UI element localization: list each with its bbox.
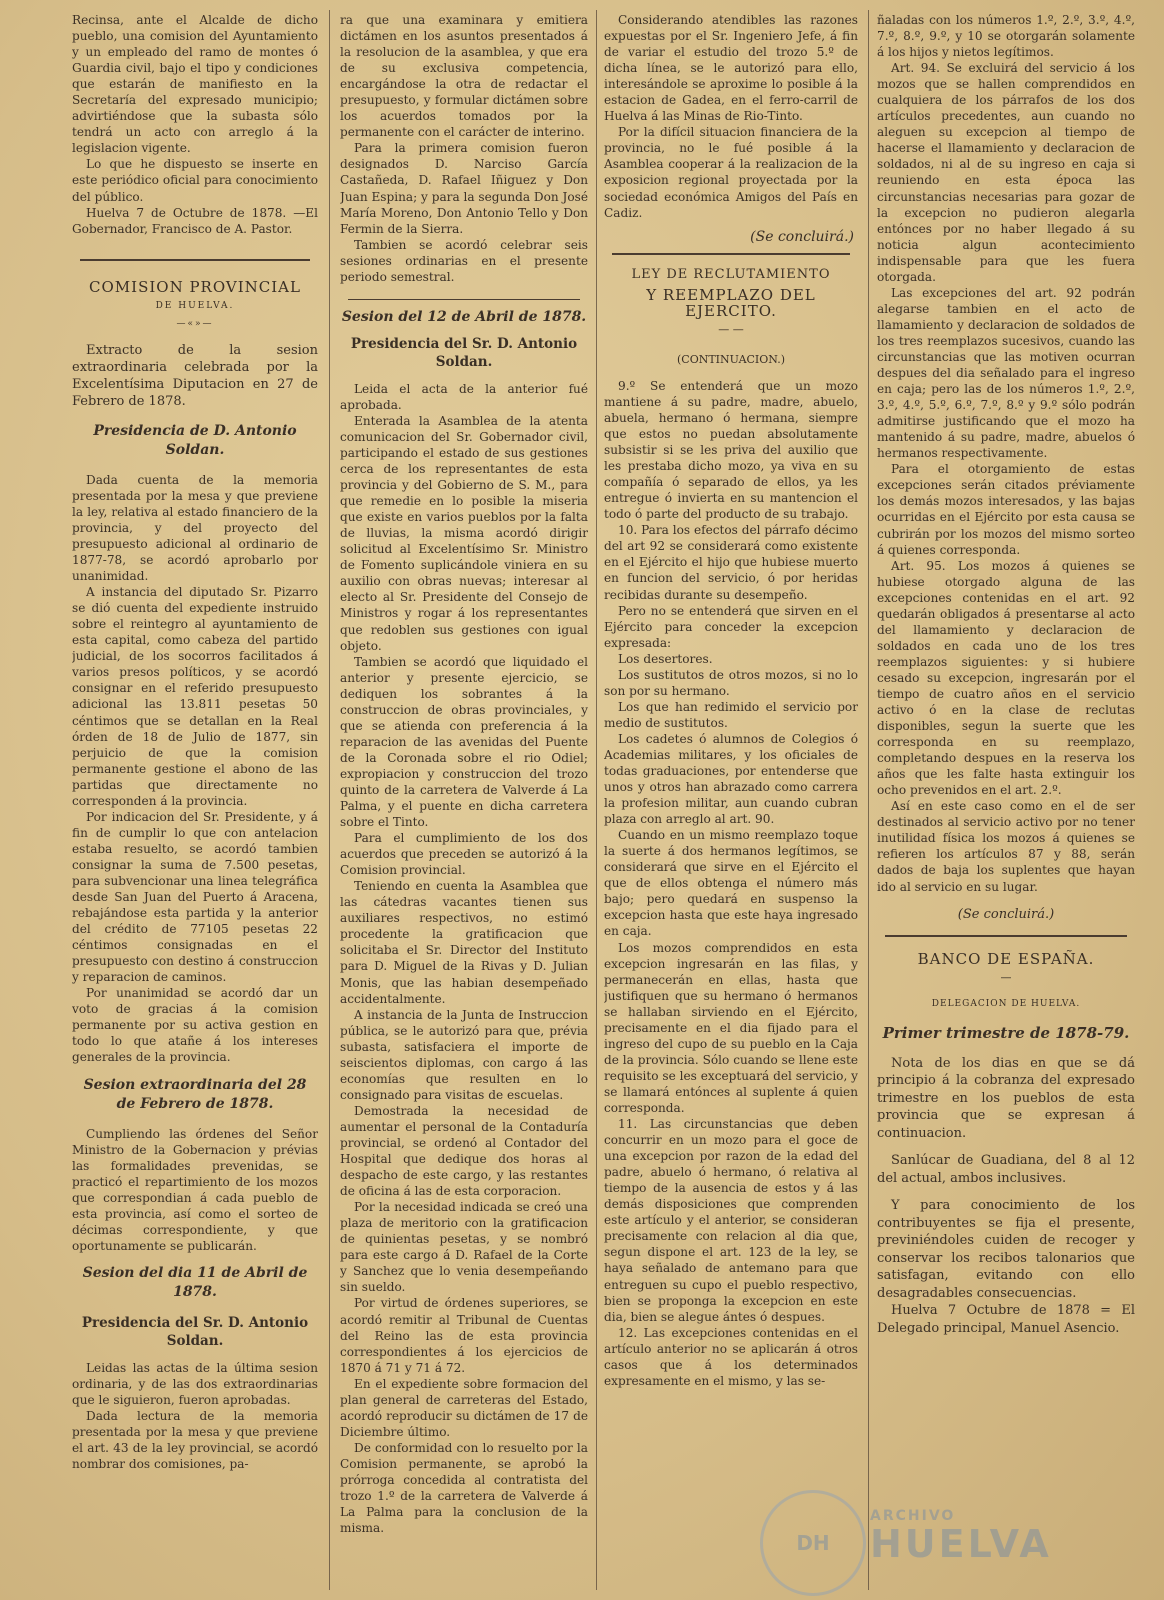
paragraph: De conformidad con lo resuelto por la Comision permanente, se aprobó la prórroga concedida al contratista del trozo 1.º de la carretera de Valverde á La Palma para la conclusion de la misma.	[340, 1440, 588, 1536]
ornament: —	[1000, 970, 1012, 984]
continuation-label: (CONTINUACION.)	[676, 352, 786, 366]
paragraph: Por la necesidad indicada se creó una plaza de meritorio con la gratificacion de quinientas pesetas, y se nombró para este cargo á D. Rafael de la Corte y Sanchez que lo venia desempeñando sin sueldo.	[340, 1200, 588, 1295]
law-title: Y REEMPLAZO DEL EJERCITO.	[646, 285, 816, 320]
paragraph: Y para conocimiento de los contribuyentes se fija el presente, previniéndoles cuiden de recoger y conservar los recibos talonarios que satisfagan, evitando con ello desagradables consecuencias.	[877, 1198, 1135, 1301]
archive-seal	[760, 1490, 866, 1596]
continuation-note: (Se concluirá.)	[957, 906, 1055, 922]
paragraph: Para el otorgamiento de estas excepciones serán citados préviamente los demás mozos interesados, y las bajas ocurridas en el Ejército por esta causa se cubrirán por los mozos del mismo sorteo á quienes corresponda.	[877, 462, 1135, 557]
session-heading: Sesion del dia 11 de Abril de 1878.	[82, 1264, 308, 1300]
watermark-line: HUELVA	[870, 1522, 1052, 1566]
watermark-line: ARCHIVO	[870, 1508, 956, 1524]
paragraph: Pero no se entenderá que sirven en el Ejército para conceder la excepcion expresada:	[604, 603, 858, 650]
paragraph: Sanlúcar de Guadiana, del 8 al 12 del actual, ambos inclusives.	[877, 1153, 1135, 1186]
signature: Huelva 7 de Octubre de 1878. —El Gobernador, Francisco de A. Pastor.	[72, 205, 318, 236]
section-divider	[612, 253, 850, 255]
paragraph: Los sustitutos de otros mozos, si no lo son por su hermano.	[604, 667, 858, 698]
column-rule	[868, 10, 869, 1590]
column-4	[877, 12, 1135, 1597]
paragraph: Cumpliendo las órdenes del Señor Ministro de la Gobernacion y prévias las formalidades prevenidas, se practicó el repartimiento de los mozos que correspondian á cada pueblo de esta provincia, así como el sorteo de décimas correspondiente, y que oportunamente se publicarán.	[72, 1126, 318, 1253]
paragraph: Recinsa, ante el Alcalde de dicho pueblo, una comision del Ayuntamiento y un empleado del ramo de montes ó Guardia civil, bajo el tipo y condiciones que estarán de manifiesto en la Secretaría del expresado municipio; advirtiéndose que la subasta sólo tendrá un acto con arreglo á la legislacion vigente.	[72, 13, 318, 156]
paragraph: Por la difícil situacion financiera de la provincia, no le fué posible á la Asamblea cooperar á la realizacion de la exposicion regional proyectada por la sociedad económica Amigos del País en Cadiz.	[604, 125, 858, 220]
paragraph: Art. 94. Se excluirá del servicio á los mozos que se hallen comprendidos en cualquiera de los párrafos de los dos artículos precedentes, aun cuando no aleguen su excepcion al tiempo de hacerse el llamamiento y declaracion de soldados, ni al de su ingreso en caja si reuniendo en esta época las circunstancias necesarias para gozar de la excepcion no pudieron alegarla entónces por no haber llegado á su noticia algun acontecimiento indispensable para que les fuera otorgada.	[877, 61, 1135, 284]
paragraph: Para la primera comision fueron designados D. Narciso García Castañeda, D. Rafael Iñiguez y Don Juan Espina; y para la segunda Don José María Moreno, Don Antonio Tello y Don Fermin de la Sierra.	[340, 141, 588, 236]
paragraph: Nota de los dias en que se dá principio á la cobranza del expresado trimestre en los pueblos de esta provincia que se expresan á continuacion.	[877, 1055, 1135, 1141]
section-divider	[885, 935, 1127, 937]
law-title: LEY DE RECLUTAMIENTO	[631, 266, 831, 282]
paragraph: 11. Las circunstancias que deben concurrir en un mozo para el goce de una excepcion por razon de la edad del padre, abuelo ó hermano, ó relativa al tiempo de la ausencia de estos y á las demás disposiciones que comprenden este artículo y el anterior, se consideran precisamente con relacion al dia que, segun dispone el art. 123 de la ley, se haya señalado de antemano para que entreguen su cupo el pueblo respectivo, bien se proponga la excepcion en este dia, bien se alegue ántes ó despues.	[604, 1117, 858, 1324]
paragraph: Art. 95. Los mozos á quienes se hubiese otorgado alguna de las excepciones contenidas en el art. 92 quedarán obligados á presentarse al acto del llamamiento y declaracion de soldados en cada uno de los tres reemplazos siguientes: y si hubiere cesado su excepcion, ingresarán por el tiempo de cuatro años en el servicio activo ó en la clase de reclutas disponibles, segun la suerte que les corresponda en su reemplazo, completando despues en la reserva los años que les falte hasta extinguir los ocho prevenidos en el art. 2.º.	[877, 558, 1135, 798]
column-rule	[596, 10, 597, 1590]
paragraph: Cuando en un mismo reemplazo toque la suerte á dos hermanos legítimos, se considerará que sirve en el Ejército el que de ellos obtenga el número más bajo; pero quedará en suspenso la excepcion hasta que este haya ingresado en caja.	[604, 828, 858, 939]
summary: Extracto de la sesion extraordinaria celebrada por la Excelentísima Diputacion en 27 de Febrero de 1878.	[72, 342, 318, 409]
column-1	[72, 12, 318, 1597]
paragraph: Demostrada la necesidad de aumentar el personal de la Contaduría provincial, se ordenó al Contador del Hospital que dedique dos horas al despacho de este cargo, y las restantes de oficina á las de esta corporacion.	[340, 1103, 588, 1199]
paragraph: Así en este caso como en el de ser destinados al servicio activo por no tener inutilidad física los mozos á quienes se refieren los artículos 87 y 88, serán dados de baja los suplentes que hayan ido al servicio en su lugar.	[877, 799, 1135, 894]
paragraph: Leida el acta de la anterior fué aprobada.	[340, 381, 588, 412]
paragraph: Dada cuenta de la memoria presentada por la mesa y que previene la ley, relativa al estado financiero de la provincia, y del proyecto del presupuesto adicional al ordinario de 1877-78, se acordó aprobarlo por unanimidad.	[72, 472, 318, 584]
quarter-heading: Primer trimestre de 1878-79.	[882, 1023, 1130, 1042]
paragraph: Leidas las actas de la última sesion ordinaria, y de las dos extraordinarias que le siguieron, fueron aprobadas.	[72, 1360, 318, 1407]
paragraph: 9.º Se entenderá que un mozo mantiene á su padre, madre, abuelo, abuela, hermano ó hermana, siempre que estos no puedan absolutamente subsistir si se les priva del auxilio que les prestaba dicho mozo, ya viva en su compañía ó separado de ellos, ya les entregue ó invierta en su mantencion el todo ó parte del producto de su trabajo.	[604, 378, 858, 522]
presidency-heading: Presidencia de D. Antonio Soldan.	[93, 422, 297, 458]
paragraph: 12. Las excepciones contenidas en el artículo anterior no se aplicarán á otros casos que á los determinados expresamente en el mismo, y las se-	[604, 1325, 858, 1388]
paragraph: Las excepciones del art. 92 podrán alegarse tambien en el acto de llamamiento y declaracion de soldados de los tres reemplazos sucesivos, cuando las circunstancias que las motiven ocurran despues del dia señalado para el ingreso en caja; pero las de los números 1.º, 2.º, 3.º, 4.º, 5.º, 6.º, 7.º, 8.º y 9.º sólo podrán admitirse justificando que el mozo ha mantenido á su padre, madre, abuelos ó hermanos respectivamente.	[877, 285, 1135, 461]
seal-text: DH	[796, 1531, 830, 1555]
paragraph: Por unanimidad se acordó dar un voto de gracias á la comision permanente por su activa gestion en todo lo que atañe á los intereses generales de la provincia.	[72, 986, 318, 1065]
continuation-note: (Se concluirá.)	[750, 228, 854, 245]
presidency-heading: Presidencia del Sr. D. Antonio Soldan.	[350, 335, 578, 370]
paragraph: Por indicacion del Sr. Presidente, y á fin de cumplir lo que con antelacion estaba resuelto, se acordó tambien consignar la suma de 7.500 pesetas, para subvencionar una linea telegráfica desde San Juan del Puerto á Aracena, rebajándose esta partida y la anterior del crédito de 77105 pesetas 22 céntimos consignadas en el presupuesto con destino á construccion y reparacion de caminos.	[72, 809, 318, 985]
paragraph: En el expediente sobre formacion del plan general de carreteras del Estado, acordó reproducir su dictámen de 17 de Diciembre último.	[340, 1376, 588, 1439]
paragraph: ra que una examinara y emitiera dictámen en los asuntos presentados á la resolucion de la asamblea, y que era de su exclusiva competencia, encargándose la otra de redactar el presupuesto, y formular dictámen sobre los acuerdos tomados por la permanente con el carácter de interino.	[340, 13, 588, 140]
ornament: —«»—	[176, 318, 214, 329]
bank-title: BANCO DE ESPAÑA.	[917, 949, 1095, 968]
paragraph: A instancia de la Junta de Instruccion pública, se le autorizó para que, prévia subasta, satisfaciera el importe de seiscientos diplomas, con cargo á las economías que resulten en lo consignado para visitas de escuelas.	[340, 1007, 588, 1102]
paragraph: Para el cumplimiento de los dos acuerdos que preceden se autorizó á la Comision provincial.	[340, 831, 588, 878]
delegation-label: DELEGACION DE HUELVA.	[931, 998, 1081, 1009]
paragraph: ñaladas con los números 1.º, 2.º, 3.º, 4.º, 7.º, 8.º, 9.º, y 10 se otorgarán solamente á los hijos y nietos legítimos.	[877, 13, 1135, 60]
section-divider	[348, 299, 580, 300]
section-title: COMISION PROVINCIAL	[89, 277, 301, 296]
paragraph: A instancia del diputado Sr. Pizarro se dió cuenta del expediente instruido sobre el reintegro al ayuntamiento de esta capital, como cabeza del partido judicial, de los socorros facilitados á varios presos políticos, y se acordó consignar en el referido presupuesto adicional las 13.811 pesetas 50 céntimos que se detallan en la Real órden de 18 de Julio de 1877, sin perjuicio de que la comision permanente gestione el abono de las partidas que directamente no corresponden á la provincia.	[72, 585, 318, 808]
column-2	[340, 12, 588, 1597]
paragraph: Tambien se acordó celebrar seis sesiones ordinarias en el presente periodo semestral.	[340, 237, 588, 284]
presidency-heading: Presidencia del Sr. D. Antonio Soldan.	[81, 1314, 309, 1349]
column-3	[604, 12, 858, 1597]
session-heading: Sesion del 12 de Abril de 1878.	[341, 308, 587, 325]
paragraph: Los mozos comprendidos en esta excepcion ingresarán en las filas, y permanecerán en ellas, hasta que justifiquen que su hermano ó hermanos se hallaban sirviendo en el Ejército, precisamente en el dia fijado para el ingreso del cupo de su pueblo en la Caja de la provincia. Sólo cuando se llene este requisito se les exceptuará del servicio, y se llamará entónces al suplente á quien corresponda.	[604, 940, 858, 1115]
section-divider	[80, 259, 310, 261]
paragraph: Lo que he dispuesto se inserte en este periódico oficial para conocimiento del público.	[72, 157, 318, 204]
archive-watermark	[870, 1508, 1052, 1564]
paragraph: Enterada la Asamblea de la atenta comunicacion del Sr. Gobernador civil, participando el estado de sus gestiones cerca de los representantes de esta provincia y del Gobierno de S. M., para que remedie en lo posible la miseria que existe en varios pueblos por la falta de lluvias, la misma acordó dirigir solicitud al Excelentísimo Sr. Ministro de Fomento suplicándole viniera en su auxilio con obras nuevas; interesar al electo al Sr. Presidente del Consejo de Ministros y rogar á los representantes que redoblen sus gestiones con igual objeto.	[340, 413, 588, 653]
section-subtitle: DE HUELVA.	[155, 300, 235, 311]
paragraph: Por virtud de órdenes superiores, se acordó remitir al Tribunal de Cuentas del Reino las de esta provincia correspondientes á los ejercicios de 1870 á 71 y 71 á 72.	[340, 1296, 588, 1375]
paragraph: Dada lectura de la memoria presentada por la mesa y que previene el art. 43 de la ley provincial, se acordó nombrar dos comisiones, pa-	[72, 1409, 318, 1472]
signature: Huelva 7 Octubre de 1878 = El Delegado principal, Manuel Asencio.	[877, 1303, 1135, 1336]
paragraph: Teniendo en cuenta la Asamblea que las cátedras vacantes tienen sus auxiliares respectivos, no estimó procedente la gratificacion que solicitaba el Sr. Director del Instituto para D. Miguel de la Rivas y D. Julian Monis, que las habian desempeñado accidentalmente.	[340, 879, 588, 1006]
paragraph: Los desertores.	[618, 651, 713, 666]
paragraph: Considerando atendibles las razones expuestas por el Sr. Ingeniero Jefe, á fin de variar el estudio del trozo 5.º de dicha línea, se le autorizó para ello, interesándole se aproxime lo posible á la estacion de Gadea, en el ferro-carril de Huelva á las Minas de Rio-Tinto.	[604, 13, 858, 124]
paragraph: 10. Para los efectos del párrafo décimo del art 92 se considerará como existente en el Ejército el hijo que hubiese muerto en funcion del servicio, ó por heridas recibidas durante su desempeño.	[604, 523, 858, 602]
paragraph: Los que han redimido el servicio por medio de sustitutos.	[604, 699, 858, 730]
ornament: — —	[718, 322, 744, 336]
paragraph: Tambien se acordó que liquidado el anterior y presente ejercicio, se dediquen los sobrantes á la construccion de obras provinciales, y que se atienda con preferencia á la reparacion de las avenidas del Puente de la Coronada sobre el rio Odiel; expropiacion y construccion del trozo quinto de la carretera de Valverde á La Palma, y el puente en dicha carretera sobre el Tinto.	[340, 654, 588, 830]
paragraph: Los cadetes ó alumnos de Colegios ó Academias militares, y los oficiales de todas graduaciones, por entenderse que unos y otros han abrazado como carrera la profesion militar, aun cuando cubran plaza con arreglo al art. 90.	[604, 731, 858, 827]
session-heading: Sesion extraordinaria del 28 de Febrero de 1878.	[83, 1076, 307, 1112]
column-rule	[329, 10, 330, 1590]
